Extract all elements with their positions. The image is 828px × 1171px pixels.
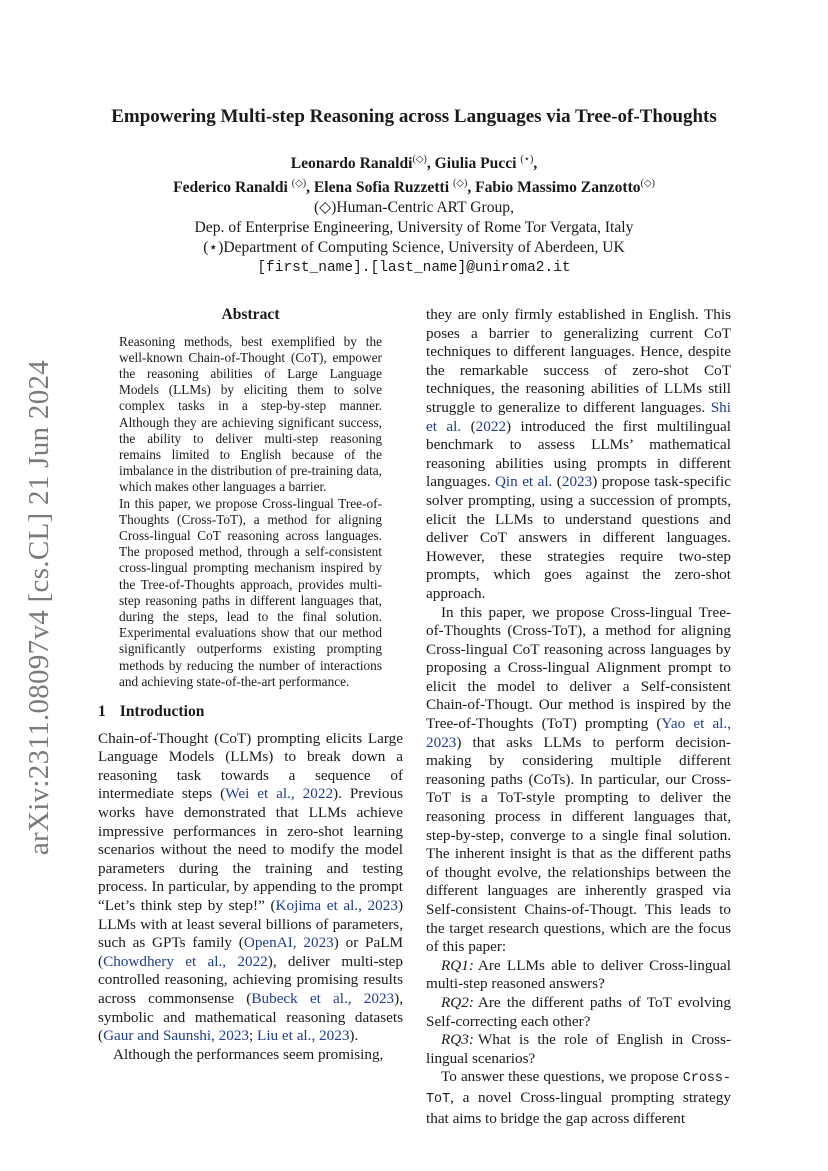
affiliation-mark: (◇) — [452, 178, 468, 190]
author-line-2: Federico Ranaldi (◇), Elena Sofia Ruzzetti (◇), Fabio Massimo Zanzotto(◇) — [173, 178, 655, 197]
citation-link[interactable]: OpenAI, 2023 — [243, 934, 334, 952]
section-title: Introduction — [119, 703, 205, 721]
citation-link[interactable]: Gaur and Saunshi, 2023 — [103, 1027, 250, 1045]
research-question: RQ3: What is the role of English in Cross-lingual scenarios? — [426, 1031, 731, 1067]
affiliation-line: (⋆)Department of Computing Science, University of Aberdeen, UK — [203, 239, 625, 257]
author-block — [0, 150, 828, 278]
citation-link[interactable]: Qin et al. — [494, 473, 553, 491]
citation-link[interactable]: Shi et al. — [426, 398, 731, 435]
body-paragraph: Although the performances seem promising, — [113, 1045, 384, 1063]
body-paragraph-continued: they are only firmly established in English. This poses a barrier to generalizing current CoT techniques to different languages. Hence, despite the remarkable success of zero-shot CoT techniques, the reasoning abilities of LLMs still struggle to generalize to different languages. Shi et al. (2022) introduced the first multilingual benchmark to assess LLMs’ mathematical reasoning abilities using prompts in different languages. Qin et al. (2023) propose task-specific solver prompting, using a succession of prompts, elicit the LLMs to understand questions and deliver CoT answers in different languages. However, these strategies require two-step prompts, which goes against the zero-shot approach. — [426, 306, 732, 602]
citation-link[interactable]: Liu et al., 2023 — [257, 1027, 350, 1045]
section-heading — [98, 703, 403, 722]
author-name: Fabio Massimo Zanzotto — [475, 179, 641, 197]
research-question-label: RQ1: — [441, 956, 474, 974]
author-name: Giulia Pucci — [434, 155, 517, 173]
research-question-label: RQ2: — [441, 993, 474, 1011]
abstract-heading: Abstract — [221, 306, 280, 323]
body-paragraph: Chain-of-Thought (CoT) prompting elicits Large Language Models (LLMs) to break down a reasoning task towards a sequence of intermediate steps (Wei et al., 2022). Previous works have demonstrated that LLMs achieve impressive performances in zero-shot learning scenarios without the need to modify the model parameters during the training and testing process. In particular, by appending to the prompt “Let’s think step by step!” (Kojima et al., 2023) LLMs with at least several billions of parameters, such as GPTs family (OpenAI, 2023) or PaLM (Chowdhery et al., 2022), deliver multi-step controlled reasoning, achieving promising results across commonsense (Bubeck et al., 2023), symbolic and mathematical reasoning datasets (Gaur and Saunshi, 2023; Liu et al., 2023). — [98, 729, 404, 1045]
paper-title: Empowering Multi-step Reasoning across Languages via Tree-of-Thoughts — [111, 106, 717, 127]
affiliation-line: Dep. of Enterprise Engineering, University of Rome Tor Vergata, Italy — [194, 219, 634, 237]
author-email: [first_name].[last_name]@uniroma2.it — [257, 260, 571, 277]
arxiv-id-label: arXiv:2311.08097v4 [cs.CL] 21 Jun 2024 — [23, 359, 56, 855]
citation-link[interactable]: Bubeck et al., 2023 — [251, 989, 395, 1007]
method-name-code: Cross-ToT — [426, 1071, 731, 1107]
author-line-1: Leonardo Ranaldi(◇), Giulia Pucci (⋆), — [290, 154, 538, 173]
arxiv-sidebar-stamp — [22, 359, 58, 855]
citation-link[interactable]: 2022 — [475, 417, 507, 435]
affiliation-mark: (◇) — [291, 178, 307, 190]
body-paragraph: In this paper, we propose Cross-lingual Tree-of-Thoughts (Cross-ToT), a method for aligning Cross-lingual CoT reasoning across languages by proposing a Cross-lingual Alignment prompt to elicit the model to deliver a Self-consistent Chain-of-Thougt. Our method is inspired by the Tree-of-Thoughts (ToT) prompting (Yao et al., 2023) that asks LLMs to perform decision-making by considering multiple different reasoning paths (CoTs). In particular, our Cross-ToT is a ToT-style prompting to deliver the reasoning process in different languages that, step-by-step, converge to a single final solution. The inherent insight is that as the different paths of thought evolve, the relationships between the different languages are inherently grasped via Self-consistent Chains-of-Thougt. This leads to the target research questions, which are the focus of this paper: — [426, 603, 731, 956]
right-column — [426, 306, 731, 1128]
citation-link[interactable]: Yao et al., 2023 — [426, 715, 731, 751]
author-name: Elena Sofia Ruzzetti — [313, 179, 450, 197]
affiliation-mark: (◇) — [640, 178, 655, 190]
citation-link[interactable]: Chowdhery et al., 2022 — [103, 952, 268, 970]
citation-link[interactable]: Wei et al., 2022 — [225, 785, 334, 803]
abstract-paragraph: In this paper, we propose Cross-lingual Tree-of-Thoughts (Cross-ToT), a method for aligning Cross-lingual CoT reasoning across languages. The proposed method, through a self-consistent cross-lingual prompting mechanism inspired by the Tree-of-Thoughts approach, provides multi-step reasoning paths in different languages that, during the steps, lead to the final solution. Experimental evaluations show that our method significantly outperforms existing prompting methods by reducing the number of interactions and achieving state-of-the-art performance. — [119, 495, 382, 689]
author-name: Leonardo Ranaldi — [290, 155, 413, 173]
affiliation-line: (◇)Human-Centric ART Group, — [313, 199, 515, 217]
citation-link[interactable]: 2023 — [561, 473, 593, 491]
research-question: RQ2: Are the different paths of ToT evolving Self-correcting each other? — [426, 993, 731, 1030]
abstract-body — [119, 334, 382, 690]
section-number: 1 — [98, 703, 106, 721]
body-paragraph: To answer these questions, we propose Cross-ToT, a novel Cross-lingual prompting strategy that aims to bridge the gap across different — [426, 1068, 731, 1127]
affiliation-mark: (⋆) — [520, 154, 534, 165]
research-question-label: RQ3: — [441, 1031, 474, 1049]
author-name: Federico Ranaldi — [173, 179, 288, 197]
affiliation-mark: (◇) — [412, 154, 427, 165]
left-column — [98, 306, 403, 1064]
research-question: RQ1: Are LLMs able to deliver Cross-lingual multi-step reasoned answers? — [426, 956, 731, 993]
abstract-paragraph: Reasoning methods, best exemplified by the well-known Chain-of-Thought (CoT), empower the reasoning abilities of Large Language Models (LLMs) by eliciting them to solve complex tasks in a step-by-step manner. Although they are achieving significant success, the ability to deliver multi-step reasoning remains limited to English because of the imbalance in the distribution of pre-training data, which makes other languages a barrier. — [119, 333, 382, 495]
citation-link[interactable]: Kojima et al., 2023 — [275, 897, 398, 914]
